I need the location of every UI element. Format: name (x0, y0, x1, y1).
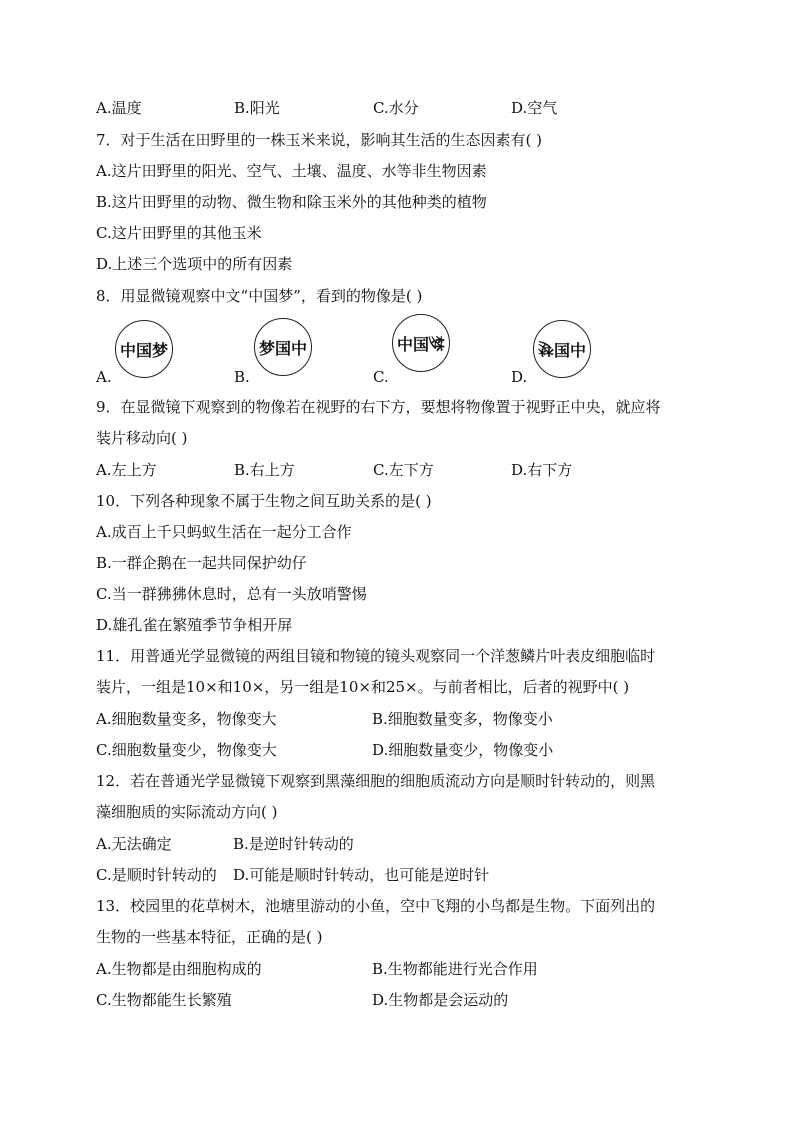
q11-stem-line1: 11．用普通光学显微镜的两组目镜和物镜的镜头观察同一个洋葱鳞片叶表皮细胞临时 (96, 647, 656, 665)
q7-option-b: B.这片田野里的动物、微生物和除玉米外的其他种类的植物 (96, 193, 487, 211)
q10-stem: 10．下列各种现象不属于生物之间互助关系的是( ) (96, 492, 432, 510)
q13-option-a: A.生物都是由细胞构成的 (96, 960, 262, 978)
q11-option-c: C.细胞数量变少，物像变大 (96, 741, 277, 759)
q7-stem: 7．对于生活在田野里的一株玉米来说，影响其生活的生态因素有( ) (96, 131, 543, 149)
q6-option-d: D.空气 (511, 99, 558, 117)
q6-option-c: C.水分 (373, 99, 419, 117)
q13-option-d: D.生物都是会运动的 (372, 991, 509, 1009)
q9-option-a: A.左上方 (96, 461, 157, 479)
q7-option-c: C.这片田野里的其他玉米 (96, 224, 262, 242)
q9-option-b: B.右上方 (234, 461, 295, 479)
q9-stem-line1: 9．在显微镜下观察到的物像若在视野的右下方，要想将物像置于视野正中央，就应将 (96, 398, 661, 416)
q8-label-d: D. (511, 368, 528, 386)
q8-circle-a-text: 中国梦 (119, 340, 168, 360)
q8-circle-b-text: 梦国中 (258, 338, 307, 358)
q9-stem-line2: 装片移动向( ) (96, 429, 188, 447)
q8-label-b: B. (234, 368, 250, 386)
q8-label-c: C. (373, 368, 389, 386)
q11-option-b: B.细胞数量变多，物像变小 (372, 710, 553, 728)
q6-option-a: A.温度 (96, 99, 142, 117)
q8-stem: 8．用显微镜观察中文“中国梦”，看到的物像是( ) (96, 287, 423, 305)
q10-option-a: A.成百上千只蚂蚁生活在一起分工合作 (96, 523, 352, 541)
q6-option-b: B.阳光 (234, 99, 280, 117)
q8-circle-d (533, 320, 591, 378)
q7-option-d: D.上述三个选项中的所有因素 (96, 255, 293, 273)
q8-circle-a (115, 320, 173, 378)
q12-option-c: C.是顺时针转动的 (96, 866, 217, 884)
q11-stem-line2: 装片，一组是10×和10×，另一组是10×和25×。与前者相比，后者的视野中( ) (96, 678, 630, 696)
q13-option-c: C.生物都能生长繁殖 (96, 991, 232, 1009)
q8-circle-c-text: 中国梦 (396, 334, 446, 354)
q11-option-a: A.细胞数量变多，物像变大 (96, 710, 277, 728)
q8-circle-c (392, 314, 450, 372)
q13-stem-line2: 生物的一些基本特征，正确的是( ) (96, 928, 323, 946)
q12-option-b: B.是逆时针转动的 (233, 835, 354, 853)
q13-option-b: B.生物都能进行光合作用 (372, 960, 538, 978)
q11-option-d: D.细胞数量变少，物像变小 (372, 741, 554, 759)
q9-option-c: C.左下方 (373, 461, 434, 479)
q13-stem-line1: 13．校园里的花草树木，池塘里游动的小鱼，空中飞翔的小鸟都是生物。下面列出的 (96, 897, 656, 915)
q12-stem-line1: 12．若在普通光学显微镜下观察到黑藻细胞的细胞质流动方向是顺时针转动的，则黑 (96, 772, 656, 790)
q8-circle-d-text: 梦国中 (537, 338, 587, 360)
q12-option-a: A.无法确定 (96, 835, 172, 853)
q8-label-a: A. (96, 368, 112, 386)
q10-option-d: D.雄孔雀在繁殖季节争相开屏 (96, 616, 293, 634)
q10-option-b: B.一群企鹅在一起共同保护幼仔 (96, 554, 307, 572)
q9-option-d: D.右下方 (511, 461, 573, 479)
q7-option-a: A.这片田野里的阳光、空气、土壤、温度、水等非生物因素 (96, 162, 487, 180)
q12-option-d: D.可能是顺时针转动，也可能是逆时针 (233, 866, 490, 884)
q12-stem-line2: 藻细胞质的实际流动方向( ) (96, 803, 278, 821)
q8-circle-b (254, 318, 312, 376)
q10-option-c: C.当一群狒狒休息时，总有一头放哨警惕 (96, 585, 367, 603)
